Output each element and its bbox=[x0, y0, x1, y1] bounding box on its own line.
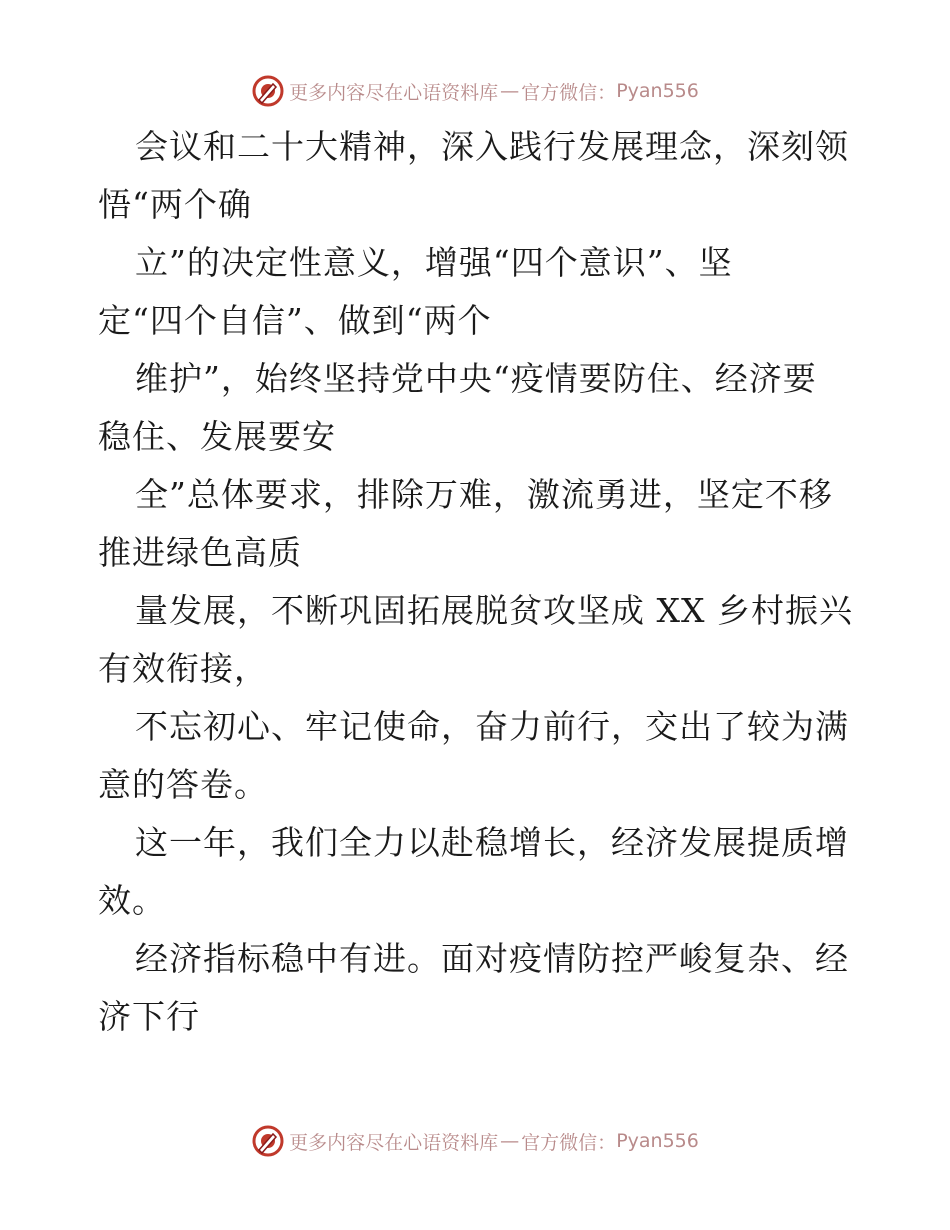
paragraph-line: 不忘初心、牢记使命，奋力前行，交出了较为满 bbox=[135, 707, 849, 746]
paragraph bbox=[98, 582, 858, 698]
paragraph-line: 稳住、发展要安 bbox=[98, 417, 336, 456]
paragraph-line: 意的答卷。 bbox=[98, 765, 268, 804]
header-banner bbox=[0, 71, 950, 111]
paragraph-line: 效。 bbox=[98, 881, 166, 920]
paragraph-line: 推进绿色高质 bbox=[98, 533, 302, 572]
paragraph bbox=[98, 118, 858, 234]
paragraph bbox=[98, 698, 858, 814]
paragraph bbox=[98, 350, 858, 466]
paragraph bbox=[98, 814, 858, 930]
banner-wechat-id: Pyan556 bbox=[616, 1130, 699, 1152]
banner-wechat-label: 官方微信： bbox=[521, 81, 617, 104]
paragraph-line: 立”的决定性意义，增强“四个意识”、坚 bbox=[135, 243, 733, 282]
paragraph bbox=[98, 466, 858, 582]
paragraph-line: 济下行 bbox=[98, 997, 200, 1036]
banner-text: 更多内容尽在心语资料库 bbox=[289, 81, 499, 104]
paragraph-line: 这一年，我们全力以赴稳增长，经济发展提质增 bbox=[135, 823, 849, 862]
banner-wechat-id: Pyan556 bbox=[616, 80, 699, 102]
paragraph-line: 定“四个自信”、做到“两个 bbox=[98, 301, 492, 340]
paragraph-line: 量发展，不断巩固拓展脱贫攻坚成 XX 乡村振兴 bbox=[135, 591, 853, 630]
paragraph-line: 全”总体要求，排除万难，激流勇进，坚定不移 bbox=[135, 475, 833, 514]
paragraph bbox=[98, 234, 858, 350]
paragraph bbox=[98, 930, 858, 1046]
banner-separator: — bbox=[500, 1130, 520, 1152]
banner-wechat-label: 官方微信： bbox=[521, 1131, 617, 1154]
paragraph-line: 经济指标稳中有进。面对疫情防控严峻复杂、经 bbox=[135, 939, 849, 978]
red-circle-pen-icon bbox=[251, 74, 285, 108]
red-circle-pen-icon bbox=[251, 1124, 285, 1158]
footer-banner bbox=[0, 1121, 950, 1161]
paragraph-line: 会议和二十大精神，深入践行发展理念，深刻领 bbox=[135, 127, 849, 166]
paragraph-line: 维护”，始终坚持党中央“疫情要防住、经济要 bbox=[135, 359, 817, 398]
document-body bbox=[98, 118, 858, 1046]
banner-separator: — bbox=[500, 80, 520, 102]
banner-text: 更多内容尽在心语资料库 bbox=[289, 1131, 499, 1154]
paragraph-line: 有效衔接， bbox=[98, 649, 268, 688]
paragraph-line: 悟“两个确 bbox=[98, 185, 252, 224]
